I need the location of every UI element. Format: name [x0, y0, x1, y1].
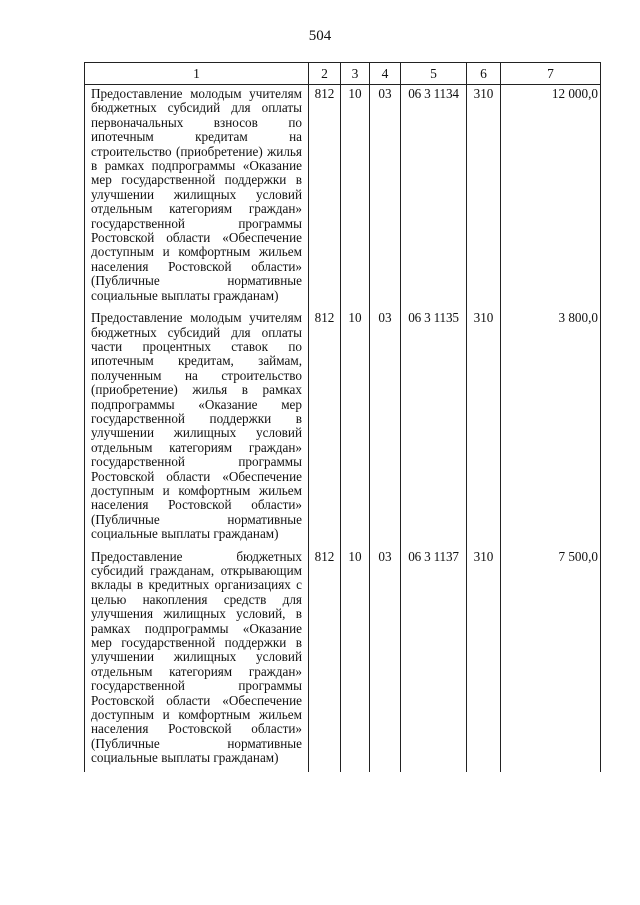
row-amount: 7 500,0	[501, 548, 601, 772]
row-col-5: 06 3 1135	[401, 309, 467, 548]
row-description: Предоставление молодым учителям бюджетных субсидий для оплаты части процентных ставок по ипотечным кредитам, займам, полученным на строительство (приобретение) жилья в рамках подпрограммы «Оказание мер государственной поддержки в улучшении жилищных условий отдельным категориям граждан» государственной программы Ростовской области «Обеспечение доступным и комфортным жильем населения Ростовской области» (Публичные нормативные социальные выплаты гражданам)	[91, 310, 302, 542]
row-description: Предоставление бюджетных субсидий гражданам, открывающим вклады в кредитных организациях с целью накопления средств для улучшения жилищных условий, в рамках подпрограммы «Оказание мер государственной поддержки в улучшении жилищных условий отдельным категориям граждан» государственной программы Ростовской области «Обеспечение доступным и комфортным жильем населения Ростовской области» (Публичные нормативные социальные выплаты гражданам)	[91, 548, 302, 766]
header-col-6: 6	[467, 63, 501, 85]
header-col-1: 1	[85, 63, 309, 85]
row-col-2: 812	[309, 548, 341, 772]
row-amount: 12 000,0	[501, 85, 601, 310]
row-col-6: 310	[467, 548, 501, 772]
page-number: 504	[308, 28, 332, 44]
row-amount: 3 800,0	[501, 309, 601, 548]
row-col-5: 06 3 1137	[401, 548, 467, 772]
row-description: Предоставление молодым учителям бюджетных субсидий для оплаты первоначальных взносов по ипотечным кредитам на строительство (приобретение) жилья в рамках подпрограммы «Оказание мер государственной поддержки в улучшении жилищных условий отдельным категориям граждан» государственной программы Ростовской области «Обеспечение доступным и комфортным жильем населения Ростовской области» (Публичные нормативные социальные выплаты гражданам)	[91, 86, 302, 303]
row-description-cell	[85, 548, 309, 772]
budget-table	[84, 62, 601, 772]
table-row	[85, 309, 601, 548]
header-col-5: 5	[401, 63, 467, 85]
row-description-cell	[85, 309, 309, 548]
table-row	[85, 85, 601, 310]
row-col-4: 03	[370, 548, 401, 772]
header-col-2: 2	[309, 63, 341, 85]
row-col-6: 310	[467, 85, 501, 310]
row-col-2: 812	[309, 85, 341, 310]
row-col-3: 10	[341, 548, 370, 772]
row-col-4: 03	[370, 85, 401, 310]
row-col-3: 10	[341, 85, 370, 310]
row-col-3: 10	[341, 309, 370, 548]
table-header	[85, 63, 601, 85]
table-row	[85, 548, 601, 772]
header-row	[85, 63, 601, 85]
row-col-2: 812	[309, 309, 341, 548]
row-col-5: 06 3 1134	[401, 85, 467, 310]
row-col-6: 310	[467, 309, 501, 548]
table-body	[85, 85, 601, 772]
header-col-4: 4	[370, 63, 401, 85]
row-col-4: 03	[370, 309, 401, 548]
header-col-7: 7	[501, 63, 601, 85]
row-description-cell	[85, 85, 309, 310]
header-col-3: 3	[341, 63, 370, 85]
